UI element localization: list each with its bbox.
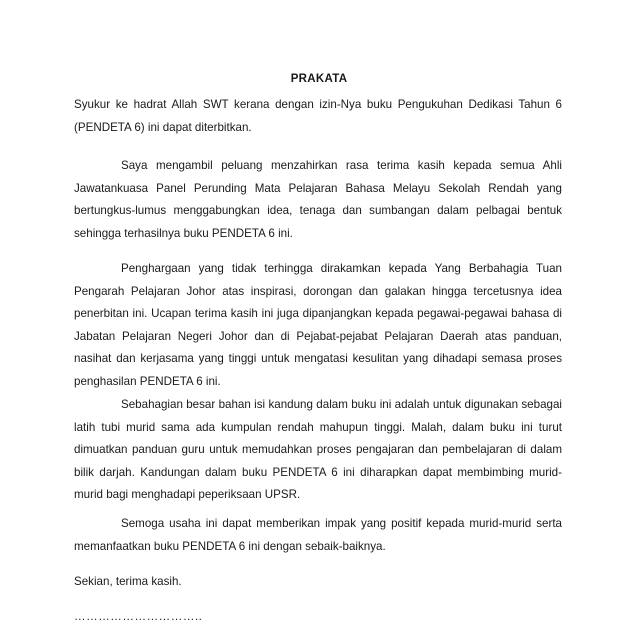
paragraph-intro: Syukur ke hadrat Allah SWT kerana dengan izin-Nya buku Pengukuhan Dedikasi Tahun 6 (PENDETA 6) ini dapat diterbitkan. (74, 98, 562, 134)
paragraph-appreciation: Penghargaan yang tidak terhingga dirakamkan kepada Yang Berbahagia Tuan Pengarah Pelajaran Johor atas inspirasi, dorongan dan galakan hingga tercetusnya idea penerbitan ini. Ucapan terima kasih ini juga dipanjangkan kepada pegawai-pegawai bahasa di Jabatan Pelajaran Negeri Johor dan di Pejabat-pejabat Pelajaran Daerah atas panduan, nasihat dan kerjasama yang tinggi untuk mengatasi kesulitan yang dihadapi semasa proses penghasilan PENDETA 6 ini. (74, 262, 562, 388)
paragraph-content: Sebahagian besar bahan isi kandung dalam buku ini adalah untuk digunakan sebagai latih tubi murid sama ada kumpulan rendah mahupun tinggi. Malah, dalam buku ini turut dimuatkan panduan guru untuk memudahkan proses pengajaran dan pembelajaran di dalam bilik darjah. Kandungan dalam buku PENDETA 6 ini diharapkan dapat membimbing murid-murid bagi menghadapi peperiksaan UPSR. (74, 398, 562, 502)
closing-text: Sekian, terima kasih. (74, 575, 182, 588)
paragraph-hope: Semoga usaha ini dapat memberikan impak yang positif kepada murid-murid serta memanfaatkan buku PENDETA 6 ini dengan sebaik-baiknya. (74, 517, 562, 553)
paragraph-thanks-panel: Saya mengambil peluang menzahirkan rasa terima kasih kepada semua Ahli Jawatankuasa Panel Perunding Mata Pelajaran Bahasa Melayu Sekolah Rendah yang bertungkus-lumus menggabungkan idea, tenaga dan sumbangan dalam pelbagai bentuk sehingga terhasilnya buku PENDETA 6 ini. (74, 159, 562, 240)
page-title: PRAKATA (290, 73, 348, 85)
signature-line: ………………………….. (74, 610, 203, 623)
